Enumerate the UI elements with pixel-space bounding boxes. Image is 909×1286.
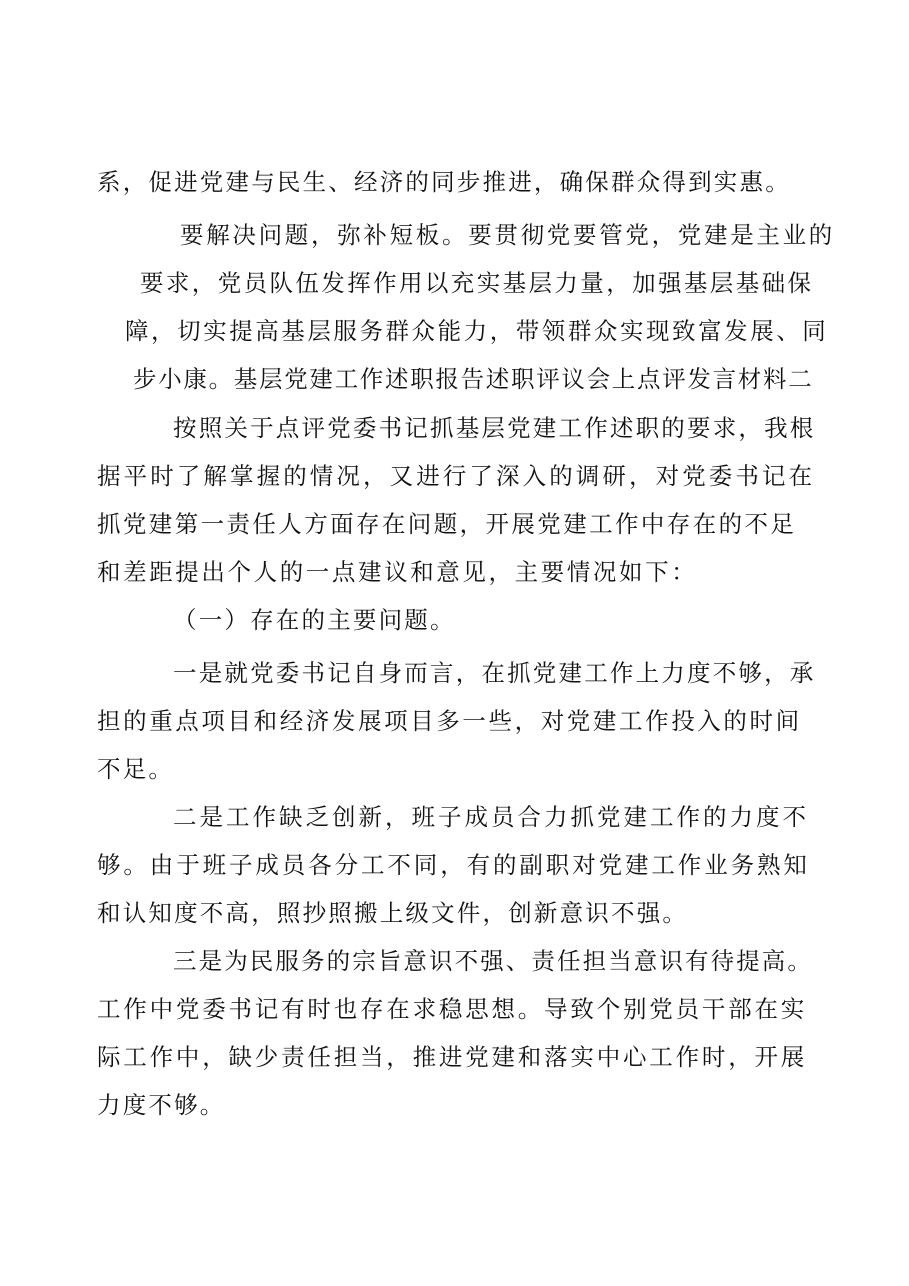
- text-line: 按照关于点评党委书记抓基层党建工作述职的要求，我根: [173, 414, 816, 442]
- section-heading: （一）存在的主要问题。: [173, 606, 456, 634]
- text-line: 系，促进党建与民生、经济的同步推进，确保群众得到实惠。: [97, 168, 791, 196]
- text-line: 三是为民服务的宗旨意识不强、责任担当意识有待提高。: [173, 947, 813, 975]
- text-line: 二是工作缺乏创新，班子成员合力抓党建工作的力度不: [173, 803, 809, 831]
- text-line: 要解决问题，弥补短板。要贯彻党要管党，党建是主业的: [180, 221, 835, 249]
- text-line: 和认知度不高，照抄照搬上级文件，创新意识不强。: [97, 899, 689, 927]
- text-line: 抓党建第一责任人方面存在问题，开展党建工作中存在的不足: [97, 510, 797, 538]
- text-line: 要求，党员队伍发挥作用以充实基层力量，加强基层基础保: [140, 269, 814, 297]
- text-line: 步小康。基层党建工作述职报告述职评议会上点评发言材料二: [133, 365, 814, 393]
- text-line: 担的重点项目和经济发展项目多一些，对党建工作投入的时间: [97, 707, 802, 735]
- text-line: 障，切实提高基层服务群众能力，带领群众实现致富发展、同: [125, 317, 829, 345]
- text-line: 一是就党委书记自身而言，在抓党建工作上力度不够，承: [173, 659, 816, 687]
- text-line: 不足。: [97, 755, 175, 783]
- text-line: 和差距提出个人的一点建议和意见，主要情况如下：: [97, 558, 698, 586]
- text-line: 够。由于班子成员各分工不同，有的副职对党建工作业务熟知: [97, 851, 810, 879]
- text-line: 工作中党委书记有时也存在求稳思想。导致个别党员干部在实: [97, 995, 808, 1023]
- text-line: 据平时了解掌握的情况，又进行了深入的调研，对党委书记在: [97, 462, 816, 490]
- text-line: 力度不够。: [97, 1091, 226, 1119]
- text-line: 际工作中，缺少责任担当，推进党建和落实中心工作时，开展: [97, 1043, 808, 1071]
